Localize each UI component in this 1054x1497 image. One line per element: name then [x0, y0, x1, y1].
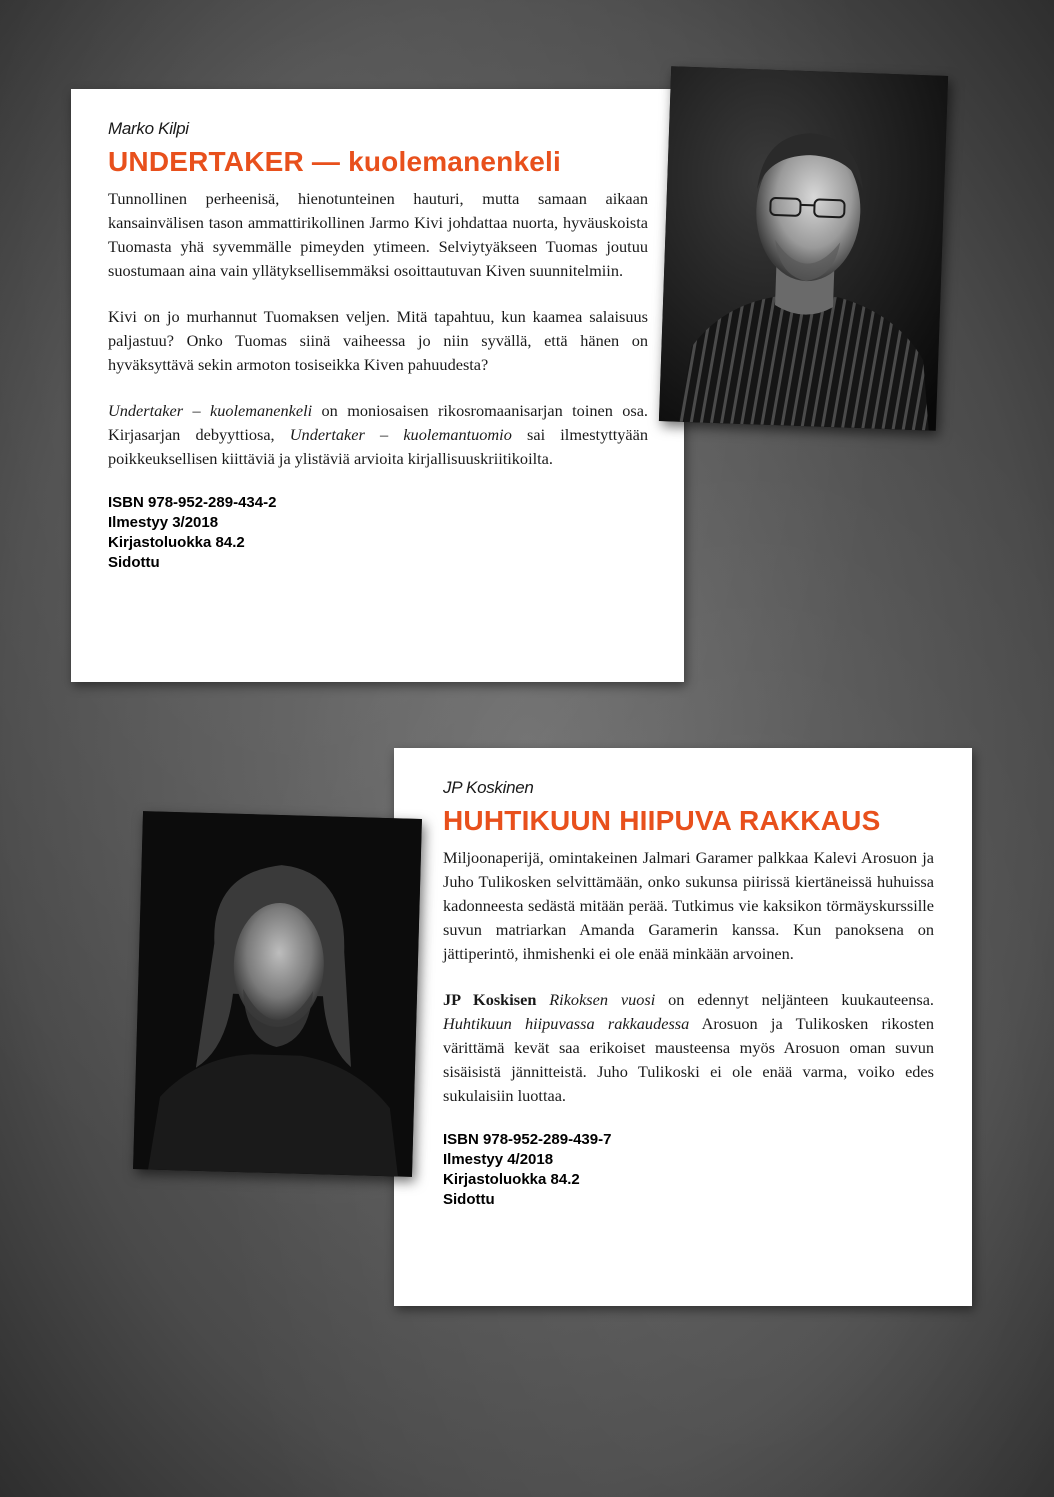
binding: Sidottu	[443, 1191, 495, 1208]
text-span: on moniosaisen rikosromaanisarjan toinen osa. Kirjasarjan debyyttiosa,	[108, 401, 649, 444]
isbn: ISBN 978-952-289-439-7	[443, 1131, 612, 1148]
isbn: ISBN 978-952-289-434-2	[108, 494, 277, 511]
italic-title: Undertaker – kuolemantuomio	[289, 425, 512, 444]
book-title: UNDERTAKER — kuolemanenkeli	[108, 146, 561, 177]
bold-author: JP Koskisen	[443, 990, 537, 1009]
library-class: Kirjastoluokka 84.2	[108, 534, 245, 551]
description-paragraph: Miljoonaperijä, omintakeinen Jalmari Garamer palkkaa Kalevi Arosuon ja Juho Tulikosken selvittämään, onko sukunsa piirissä kiertäneissä huhuissa kadonneesta sedästä mitään perää. Tutkimus vie kaksikon törmäyskurssille suvun matriarkan Amanda Garamerin kanssa. Kun panoksena on jättiperintö, ihmishenki ei ole enää minkään arvoinen.	[443, 848, 934, 963]
italic-title: Huhtikuun hiipuvassa rakkaudessa	[443, 1014, 690, 1033]
description-paragraph	[443, 988, 934, 1108]
description-paragraph: Kivi on jo murhannut Tuomaksen veljen. Mitä tapahtuu, kun kaamea salaisuus paljastuu? Onko Tuomas siinä vaiheessa jo niin syvällä, että hänen on hyväksyttävä sekin armoton tosiseikka Kiven pahuudesta?	[108, 307, 648, 374]
release-date: Ilmestyy 3/2018	[108, 514, 219, 531]
binding: Sidottu	[108, 554, 160, 571]
text-span: Arosuon ja Tulikosken rikosten värittämä kevät saa erikoiset mausteensa myös Arosuon oman suvun sisäisistä jännitteistä. Juho Tulikoski ei ole enää varma, voiko edes sukulaisiin luottaa.	[443, 1014, 934, 1105]
text-span: sai ilmestyttyään poikkeuksellisen kiittäviä ja ylistäviä arvioita kirjallisuuskriitikoilta.	[108, 425, 648, 468]
author-photo-marko-kilpi	[659, 66, 948, 430]
text-span: on edennyt neljänteen kuukauteensa.	[655, 990, 935, 1009]
italic-title: Rikoksen vuosi	[549, 990, 656, 1009]
library-class: Kirjastoluokka 84.2	[443, 1171, 580, 1188]
author-name: Marko Kilpi	[108, 119, 189, 138]
author-photo-jp-koskinen	[133, 811, 422, 1177]
italic-title: Undertaker – kuolemanenkeli	[108, 401, 313, 420]
book-metadata	[108, 493, 648, 573]
release-date: Ilmestyy 4/2018	[443, 1151, 554, 1168]
book-card-undertaker	[71, 89, 684, 682]
book-card-huhtikuun	[394, 748, 972, 1306]
book-title: HUHTIKUUN HIIPUVA RAKKAUS	[443, 805, 881, 836]
description-paragraph	[108, 399, 648, 471]
author-name: JP Koskinen	[443, 778, 534, 797]
book-metadata	[443, 1130, 934, 1210]
description-paragraph: Tunnollinen perheenisä, hienotunteinen hauturi, mutta samaan aikaan kansainvälisen tason ammattirikollinen Jarmo Kivi johdattaa nuorta, hyväuskoista Tuomasta yhä syvemmälle pimeyden ytimeen. Selviytyäkseen Tuomas joutuu suostumaan aina vain yllätyksellisemmäksi osoittautuvan Kiven suunnitelmiin.	[108, 189, 648, 280]
